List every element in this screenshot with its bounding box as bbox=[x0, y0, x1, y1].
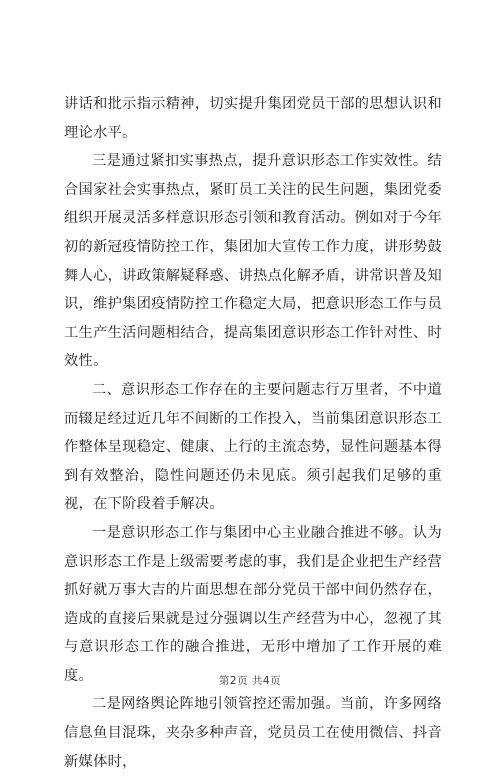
paragraph-problem-two: 二是网络舆论阵地引领管控还需加强。当前，许多网络信息鱼目混珠，夹杂多种声音，党员员工在使用微信、抖音新媒体时， bbox=[64, 696, 442, 770]
paragraph-section-two: 二、意识形态工作存在的主要问题志行万里者，不中道而辍足经过近几年不间断的工作投入，当前集团意识形态工作整体呈现稳定、健康、上行的主流态势，显性问题基本得到有效整治，隐性问题还仍未见底。须引起我们足够的重视，在下阶段着手解决。 bbox=[64, 381, 442, 513]
paragraph-continuation: 讲话和批示指示精神，切实提升集团党员干部的思想认识和理论水平。 bbox=[64, 96, 442, 141]
paragraph-problem-one: 一是意识形态工作与集团中心主业融合推进不够。认为意识形态工作是上级需要考虑的事，我们是企业把生产经营抓好就万事大吉的片面思想在部分党员干部中间仍然存在，造成的直接后果就是过分强调以生产经营为中心，忽视了其与意识形态工作的融合推进，无形中增加了工作开展的难度。 bbox=[64, 524, 442, 684]
page-number-footer: 第2页 共4页 bbox=[218, 675, 282, 687]
paragraph-item-three: 三是通过紧扣实事热点，提升意识形态工作实效性。结合国家社会实事热点，紧盯员工关注的民生问题，集团党委组织开展灵活多样意识形态引领和教育活动。例如对于今年初的新冠疫情防控工作，集团加大宣传工作力度，讲形势鼓舞人心，讲政策解疑释惑、讲热点化解矛盾，讲常识普及知识，维护集团疫情防控工作稳定大局，把意识形态工作与员工生产生活问题相结合，提高集团意识形态工作针对性、时效性。 bbox=[64, 153, 442, 370]
